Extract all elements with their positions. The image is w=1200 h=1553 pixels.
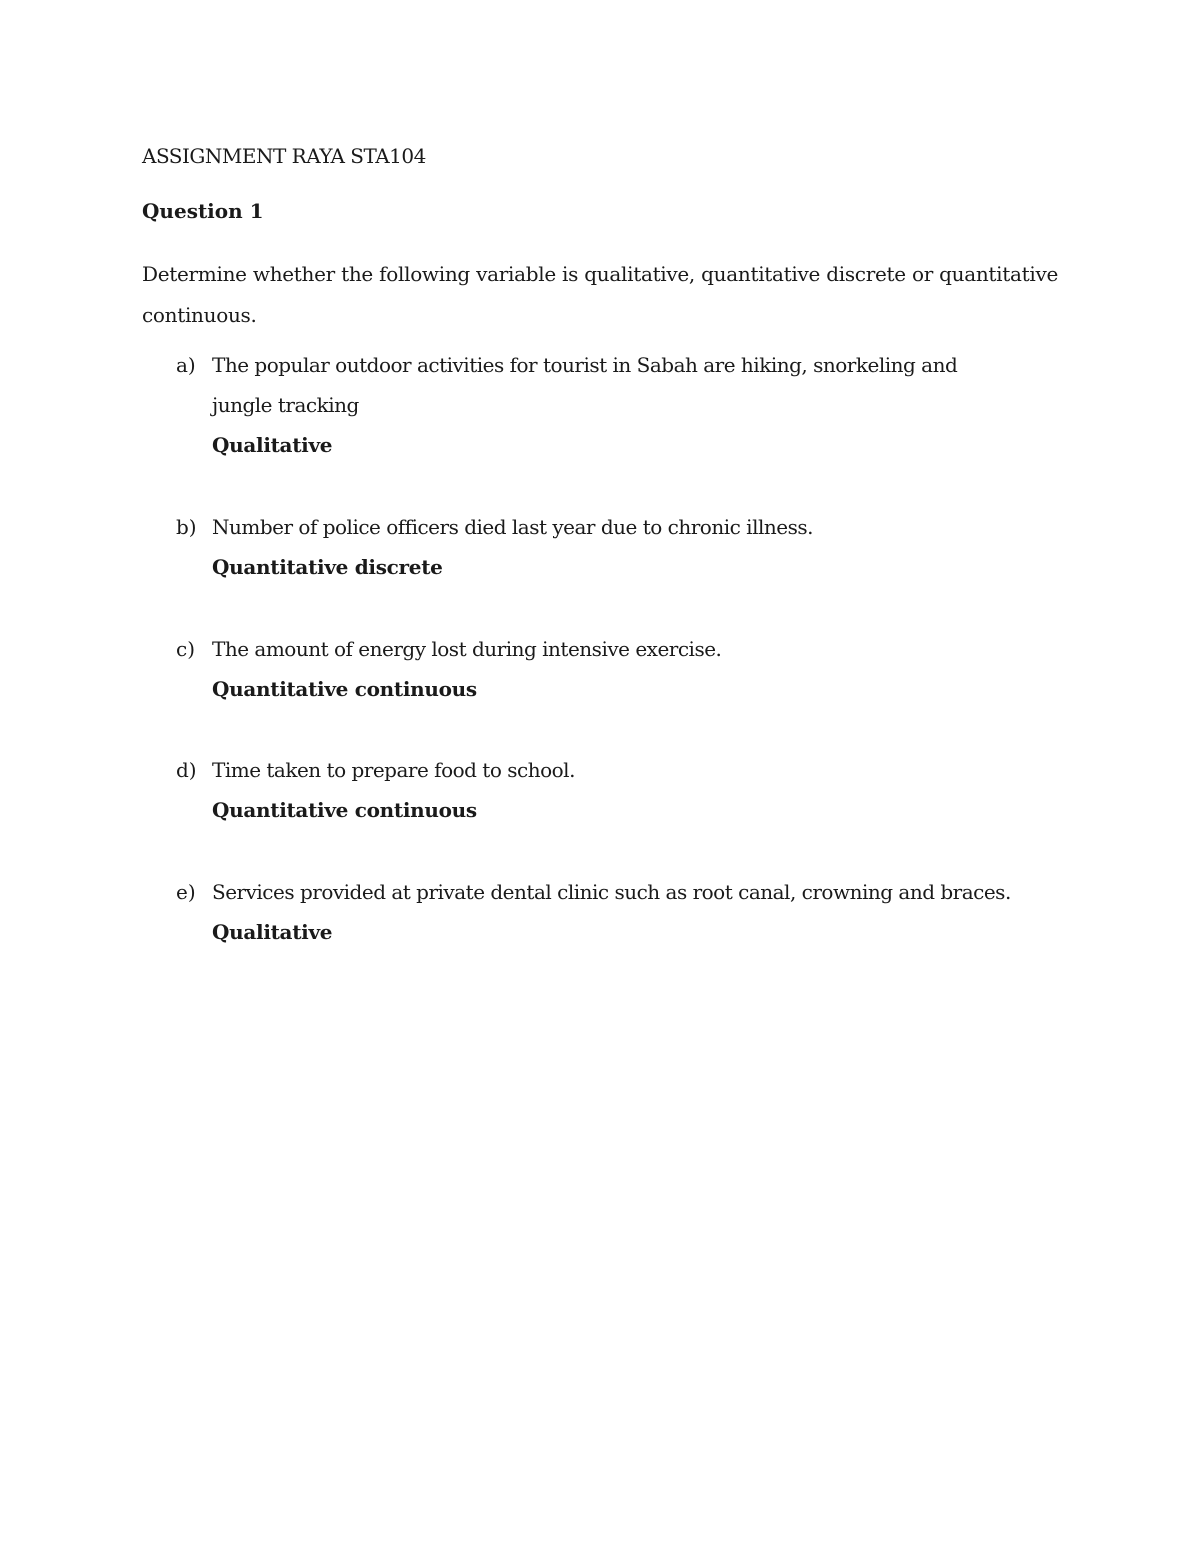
list-item-body [212, 629, 1012, 709]
list-item-answer: Qualitative [212, 920, 333, 944]
list-item-body [212, 507, 1012, 587]
list-item-marker: c) [176, 637, 196, 661]
list-item-answer: Quantitative continuous [212, 798, 477, 822]
question-heading: Question 1 [142, 199, 264, 223]
document-title: ASSIGNMENT RAYA STA104 [142, 144, 426, 168]
list-item-answer: Qualitative [212, 433, 333, 457]
list-item-body [212, 872, 1012, 952]
list-item-answer: Quantitative discrete [212, 555, 443, 579]
list-item-body [212, 750, 1012, 830]
question-instruction: Determine whether the following variable is qualitative, quantitative discrete or quantitative continuous. [142, 262, 1058, 327]
list-item-body [212, 345, 1012, 465]
list-item-text: The amount of energy lost during intensive exercise. [212, 637, 722, 661]
list-item-marker: d) [176, 758, 197, 782]
list-item-marker: b) [176, 515, 197, 539]
list-item-text: The popular outdoor activities for tourist in Sabah are hiking, snorkeling and jungle tracking [212, 353, 958, 417]
list-item-answer: Quantitative continuous [212, 677, 477, 701]
list-item-marker: e) [176, 880, 196, 904]
list-item-text: Time taken to prepare food to school. [212, 758, 575, 782]
list-item-marker: a) [176, 353, 196, 377]
list-item-text: Services provided at private dental clinic such as root canal, crowning and braces. [212, 880, 1011, 904]
list-item-text: Number of police officers died last year due to chronic illness. [212, 515, 813, 539]
